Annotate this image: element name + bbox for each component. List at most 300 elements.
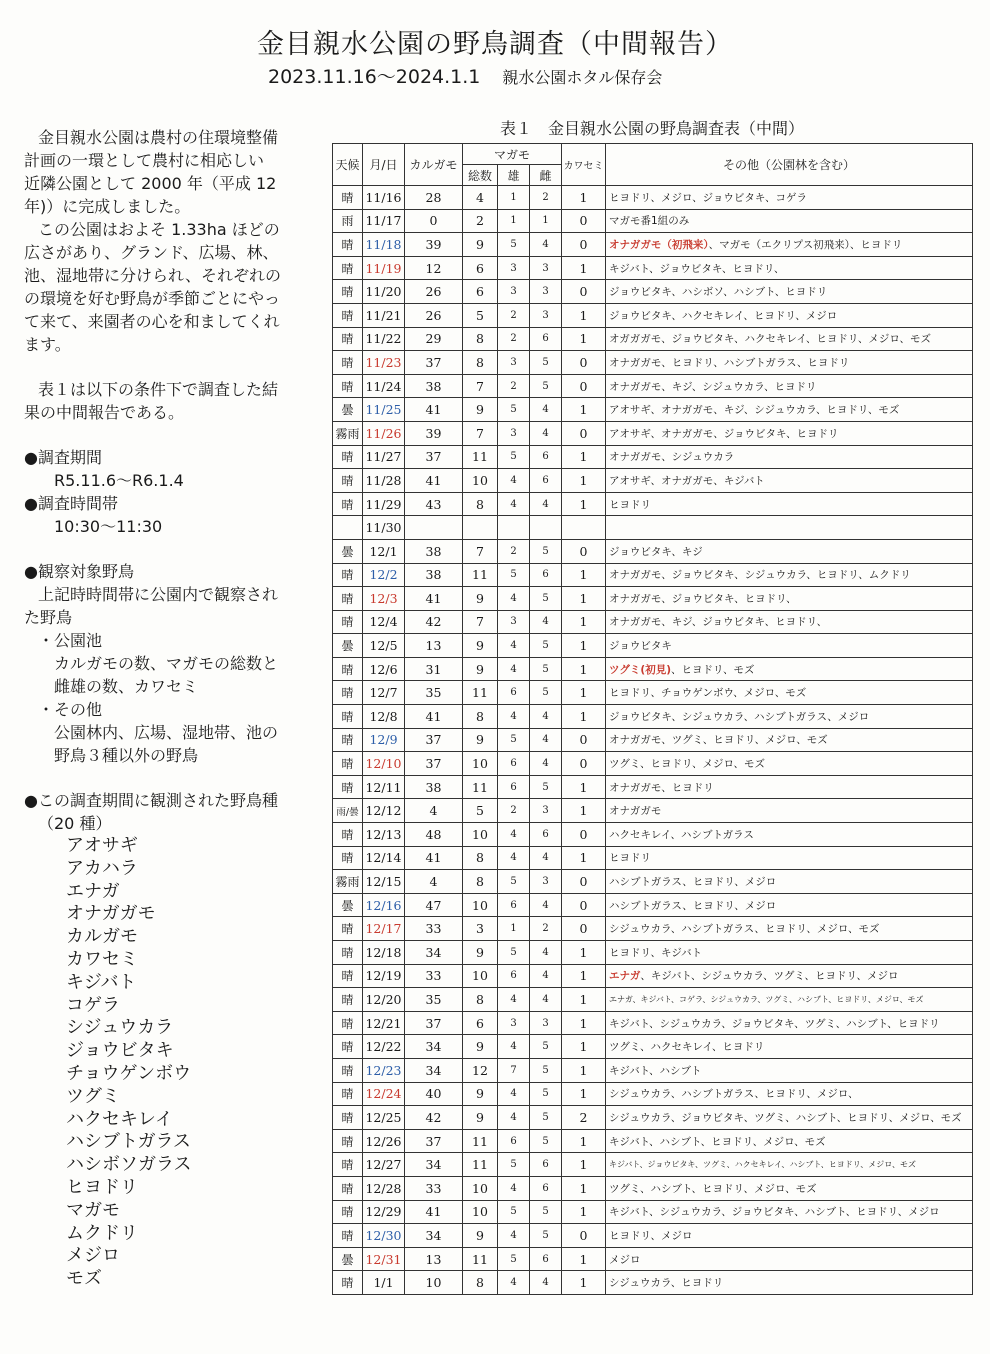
magamo-total-cell: 6: [463, 256, 498, 280]
others-text: オナガガモ、シジュウカラ: [609, 451, 735, 464]
magamo-total-cell: 10: [463, 1176, 498, 1200]
date-cell: 12/2: [363, 563, 405, 587]
first-sighting-highlight: ツグミ(初見): [609, 663, 672, 676]
species-list: [24, 835, 308, 1291]
date-cell: 11/19: [363, 256, 405, 280]
date-cell: 12/11: [363, 775, 405, 799]
intro-line: 計画の一環として農村に相応しい: [24, 151, 265, 170]
others-text: 、マガモ（エクリプス初飛来）、ヒヨドリ: [708, 238, 903, 251]
date-cell: 11/17: [363, 209, 405, 233]
header-kawasemi: カワセミ: [562, 144, 606, 186]
table-row: [333, 1224, 973, 1248]
others-cell: [606, 563, 973, 587]
weather-cell: 曇: [333, 539, 363, 563]
magamo-female-cell: 4: [530, 233, 562, 257]
weather-cell: 晴: [333, 1129, 363, 1153]
intro-line: 広さがあり、グランド、広場、林、: [24, 243, 279, 262]
table-row: [333, 823, 973, 847]
others-text: ジョウビタキ: [609, 640, 672, 653]
weather-cell: 晴: [333, 1035, 363, 1059]
kawasemi-cell: 1: [562, 1247, 606, 1271]
karugamo-cell: 33: [405, 917, 463, 941]
table-row: [333, 492, 973, 516]
magamo-male-cell: 4: [498, 469, 530, 493]
weather-cell: 雨/曇: [333, 799, 363, 823]
target-desc-line: た野鳥: [24, 608, 73, 627]
others-text: マガモ番1組のみ: [609, 215, 690, 228]
species-item: コゲラ: [66, 994, 120, 1016]
species-item: アオサギ: [66, 835, 138, 856]
table-row: [333, 775, 973, 799]
magamo-female-cell: 3: [530, 280, 562, 304]
weather-cell: 晴: [333, 492, 363, 516]
date-cell: 12/28: [363, 1176, 405, 1200]
magamo-total-cell: 8: [463, 846, 498, 870]
kawasemi-cell: 1: [562, 445, 606, 469]
karugamo-cell: 38: [405, 775, 463, 799]
kawasemi-cell: 1: [562, 186, 606, 210]
magamo-total-cell: 8: [463, 705, 498, 729]
others-text: キジバト、ジョウビタキ、ヒヨドリ、: [609, 262, 785, 275]
others-cell: [606, 964, 973, 988]
species-item: カワセミ: [66, 948, 138, 970]
magamo-total-cell: 9: [463, 657, 498, 681]
species-item: カルガモ: [66, 926, 138, 948]
magamo-female-cell: 2: [530, 186, 562, 210]
magamo-male-cell: 4: [498, 988, 530, 1012]
others-text: メジロ: [609, 1253, 641, 1266]
magamo-total-cell: 3: [463, 917, 498, 941]
kawasemi-cell: 1: [562, 303, 606, 327]
table-row: [333, 563, 973, 587]
others-text: ヒヨドリ: [609, 852, 652, 865]
pond-desc-line: カルガモの数、マガモの総数と: [54, 654, 279, 673]
period-value: R5.11.6～R6.1.4: [54, 471, 184, 490]
survey-table: [332, 143, 973, 1295]
table-header-row: [333, 144, 973, 165]
magamo-female-cell: 3: [530, 799, 562, 823]
magamo-total-cell: 8: [463, 1271, 498, 1295]
others-text: ジョウビタキ、ハクセキレイ、ヒヨドリ、メジロ: [609, 309, 838, 322]
magamo-female-cell: 5: [530, 587, 562, 611]
magamo-male-cell: 4: [498, 1224, 530, 1248]
magamo-female-cell: 4: [530, 846, 562, 870]
others-cell: [606, 587, 973, 611]
left-text-column: [24, 126, 308, 1291]
table-row: [333, 445, 973, 469]
kawasemi-cell: 1: [562, 941, 606, 965]
karugamo-cell: 40: [405, 1082, 463, 1106]
kawasemi-cell: 1: [562, 610, 606, 634]
date-cell: 12/13: [363, 823, 405, 847]
magamo-male-cell: 5: [498, 563, 530, 587]
others-text: オナガガモ、キジ、ジョウビタキ、ヒヨドリ、: [609, 616, 828, 629]
species-label: ●この調査期間に観測された野鳥種: [24, 791, 278, 810]
table-row: [333, 327, 973, 351]
date-cell: 12/18: [363, 941, 405, 965]
weather-cell: 晴: [333, 563, 363, 587]
magamo-total-cell: 10: [463, 823, 498, 847]
others-text: オガガガモ、ジョウビタキ、ハクセキレイ、ヒヨドリ、メジロ、モズ: [609, 333, 931, 346]
others-cell: [606, 823, 973, 847]
magamo-total-cell: 11: [463, 681, 498, 705]
date-cell: 12/20: [363, 988, 405, 1012]
intro-line: て来て、来園者の心を和ましてくれ: [24, 312, 280, 331]
kawasemi-cell: 1: [562, 657, 606, 681]
others-text: ツグミ、ハシブト、ヒヨドリ、メジロ、モズ: [609, 1182, 817, 1195]
magamo-female-cell: 6: [530, 823, 562, 847]
weather-cell: [333, 516, 363, 540]
magamo-total-cell: 2: [463, 209, 498, 233]
weather-cell: 曇: [333, 634, 363, 658]
kawasemi-cell: 1: [562, 681, 606, 705]
others-text: ジョウビタキ、シジュウカラ、ハシブトガラス、メジロ: [609, 710, 870, 723]
magamo-total-cell: 10: [463, 1200, 498, 1224]
others-text: アオサギ、オナガガモ、キジ、シジュウカラ、ヒヨドリ、モズ: [609, 404, 900, 417]
others-text: オナガガモ、キジ、シジュウカラ、ヒヨドリ: [609, 380, 817, 393]
others-cell: [606, 634, 973, 658]
others-text: ヒヨドリ、キジバト: [609, 946, 702, 959]
table-row: [333, 1011, 973, 1035]
magamo-total-cell: 9: [463, 728, 498, 752]
date-cell: 12/14: [363, 846, 405, 870]
others-text: オナガガモ、ヒヨドリ: [609, 781, 714, 794]
karugamo-cell: 0: [405, 209, 463, 233]
organization-name: 親水公園ホタル保存会: [502, 68, 663, 87]
date-cell: 11/27: [363, 445, 405, 469]
others-text: キジバト、シジュウカラ、ジョウビタキ、ツグミ、ハシブト、ヒヨドリ: [609, 1017, 940, 1030]
date-cell: 12/22: [363, 1035, 405, 1059]
magamo-male-cell: 5: [498, 1200, 530, 1224]
karugamo-cell: 26: [405, 280, 463, 304]
others-text: ヒヨドリ: [609, 498, 652, 511]
pond-label: ・公園池: [38, 631, 103, 650]
table-row: [333, 681, 973, 705]
others-cell: [606, 1200, 973, 1224]
magamo-female-cell: 5: [530, 681, 562, 705]
karugamo-cell: 4: [405, 870, 463, 894]
others-cell: [606, 1247, 973, 1271]
magamo-female-cell: 4: [530, 893, 562, 917]
magamo-total-cell: 9: [463, 233, 498, 257]
table-row: [333, 752, 973, 776]
date-cell: 12/27: [363, 1153, 405, 1177]
kawasemi-cell: 1: [562, 1058, 606, 1082]
kawasemi-cell: 0: [562, 351, 606, 375]
others-cell: [606, 893, 973, 917]
kawasemi-cell: 0: [562, 233, 606, 257]
table-row: [333, 256, 973, 280]
pond-desc-line: 雌雄の数、カワセミ: [54, 677, 199, 696]
date-cell: 11/29: [363, 492, 405, 516]
time-label: ●調査時間帯: [24, 494, 118, 513]
table-row: [333, 1176, 973, 1200]
magamo-total-cell: 9: [463, 1106, 498, 1130]
others-text: キジバト、ハシブト: [609, 1064, 702, 1077]
others-text: キジバト、ジョウビタキ、ツグミ、ハクセキレイ、ハシブト、ヒヨドリ、メジロ、モズ: [609, 1160, 916, 1170]
magamo-female-cell: 5: [530, 1035, 562, 1059]
others-cell: [606, 752, 973, 776]
header-others: その他（公園林を含む）: [606, 144, 973, 186]
others-text: ハクセキレイ、ハシブトガラス: [609, 828, 754, 841]
others-cell: [606, 374, 973, 398]
kawasemi-cell: 0: [562, 893, 606, 917]
magamo-male-cell: 5: [498, 445, 530, 469]
date-cell: 12/5: [363, 634, 405, 658]
karugamo-cell: 41: [405, 705, 463, 729]
weather-cell: 晴: [333, 705, 363, 729]
others-cell: [606, 1153, 973, 1177]
table-row: [333, 705, 973, 729]
table-row: [333, 988, 973, 1012]
others-text: ジョウビタキ、キジ: [609, 545, 703, 558]
magamo-female-cell: 5: [530, 1200, 562, 1224]
karugamo-cell: 37: [405, 1129, 463, 1153]
others-cell: [606, 870, 973, 894]
karugamo-cell: 33: [405, 1176, 463, 1200]
intro-line: の環境を好む野鳥が季節ごとにやっ: [24, 289, 281, 308]
magamo-male-cell: 6: [498, 964, 530, 988]
others-cell: [606, 1224, 973, 1248]
magamo-male-cell: 3: [498, 1011, 530, 1035]
others-cell: [606, 209, 973, 233]
magamo-male-cell: 4: [498, 846, 530, 870]
magamo-male-cell: 4: [498, 1176, 530, 1200]
kawasemi-cell: 1: [562, 1200, 606, 1224]
others-text: オナガガモ、ヒヨドリ、ハシブトガラス、ヒヨドリ: [609, 356, 850, 369]
others-cell: [606, 988, 973, 1012]
kawasemi-cell: 1: [562, 398, 606, 422]
karugamo-cell: 28: [405, 186, 463, 210]
weather-cell: 晴: [333, 351, 363, 375]
others-cell: [606, 917, 973, 941]
magamo-male-cell: 4: [498, 657, 530, 681]
table-row: [333, 634, 973, 658]
magamo-male-cell: 3: [498, 610, 530, 634]
weather-cell: 霧雨: [333, 421, 363, 445]
others-cell: [606, 681, 973, 705]
table-row: [333, 398, 973, 422]
first-sighting-highlight: オナガガモ（初飛来）: [609, 238, 709, 251]
weather-cell: 晴: [333, 917, 363, 941]
magamo-total-cell: 8: [463, 351, 498, 375]
time-value: 10:30～11:30: [54, 517, 163, 536]
others-text: ツグミ、ヒヨドリ、メジロ、モズ: [609, 758, 766, 771]
magamo-female-cell: 5: [530, 374, 562, 398]
other-label: ・その他: [38, 700, 103, 719]
others-text: アオサギ、オナガガモ、ジョウビタキ、ヒヨドリ: [609, 427, 839, 440]
magamo-male-cell: 6: [498, 1129, 530, 1153]
table-row: [333, 1106, 973, 1130]
table-row: [333, 280, 973, 304]
summary-paragraph: [24, 378, 308, 424]
others-cell: [606, 657, 973, 681]
magamo-female-cell: 4: [530, 705, 562, 729]
date-cell: 12/23: [363, 1058, 405, 1082]
others-cell: [606, 1271, 973, 1295]
others-cell: [606, 421, 973, 445]
karugamo-cell: 41: [405, 587, 463, 611]
species-item: シジュウカラ: [66, 1017, 174, 1039]
weather-cell: 晴: [333, 1271, 363, 1295]
magamo-total-cell: 5: [463, 799, 498, 823]
others-text: ヒヨドリ、メジロ: [609, 1229, 693, 1242]
magamo-female-cell: 4: [530, 398, 562, 422]
date-cell: 12/10: [363, 752, 405, 776]
table-row: [333, 1247, 973, 1271]
magamo-total-cell: 8: [463, 988, 498, 1012]
kawasemi-cell: 0: [562, 917, 606, 941]
intro-line: この公園はおよそ 1.33ha ほどの: [38, 220, 280, 239]
table-body: [333, 186, 973, 1295]
magamo-male-cell: 4: [498, 1106, 530, 1130]
others-text: シジュウカラ、ハシブトガラス、ヒヨドリ、メジロ、モズ: [609, 923, 880, 936]
others-text: オナガガモ: [609, 805, 662, 818]
weather-cell: 晴: [333, 941, 363, 965]
magamo-male-cell: 4: [498, 823, 530, 847]
header-female: 雌: [530, 165, 562, 186]
others-text: 、キジバト、シジュウカラ、ツグミ、ヒヨドリ、メジロ: [640, 970, 899, 983]
weather-cell: 雨: [333, 209, 363, 233]
species-item: マガモ: [66, 1199, 120, 1221]
karugamo-cell: 41: [405, 846, 463, 870]
magamo-female-cell: 5: [530, 539, 562, 563]
magamo-male-cell: 3: [498, 280, 530, 304]
table-row: [333, 846, 973, 870]
date-cell: 11/20: [363, 280, 405, 304]
header-magamo: マガモ: [463, 144, 562, 165]
table-row: [333, 728, 973, 752]
intro-paragraph: [24, 126, 308, 356]
karugamo-cell: 38: [405, 374, 463, 398]
karugamo-cell: 48: [405, 823, 463, 847]
weather-cell: 曇: [333, 893, 363, 917]
karugamo-cell: 38: [405, 539, 463, 563]
date-cell: 11/23: [363, 351, 405, 375]
magamo-total-cell: 7: [463, 421, 498, 445]
date-cell: 12/7: [363, 681, 405, 705]
weather-cell: 晴: [333, 1153, 363, 1177]
table-row: [333, 539, 973, 563]
magamo-female-cell: 5: [530, 1082, 562, 1106]
date-cell: 1/1: [363, 1271, 405, 1295]
others-cell: [606, 351, 973, 375]
kawasemi-cell: 1: [562, 1176, 606, 1200]
magamo-total-cell: 10: [463, 469, 498, 493]
magamo-male-cell: 1: [498, 209, 530, 233]
weather-cell: 晴: [333, 752, 363, 776]
date-cell: 12/26: [363, 1129, 405, 1153]
header-karugamo: カルガモ: [405, 144, 463, 186]
date-cell: 12/25: [363, 1106, 405, 1130]
others-cell: [606, 1106, 973, 1130]
species-item: ハシボソガラス: [66, 1154, 192, 1176]
karugamo-cell: 42: [405, 610, 463, 634]
weather-cell: 晴: [333, 775, 363, 799]
others-cell: [606, 705, 973, 729]
date-cell: 12/4: [363, 610, 405, 634]
table-row: [333, 1200, 973, 1224]
karugamo-cell: 39: [405, 421, 463, 445]
weather-cell: 晴: [333, 728, 363, 752]
others-cell: [606, 846, 973, 870]
magamo-male-cell: 3: [498, 421, 530, 445]
magamo-total-cell: 8: [463, 492, 498, 516]
date-cell: 11/22: [363, 327, 405, 351]
kawasemi-cell: 0: [562, 539, 606, 563]
document-title: 金目親水公園の野鳥調査（中間報告）: [257, 29, 733, 60]
other-desc-line: 野鳥３種以外の野鳥: [54, 746, 199, 765]
species-item: ヒヨドリ: [66, 1176, 138, 1198]
others-cell: [606, 775, 973, 799]
table-row: [333, 421, 973, 445]
weather-cell: 晴: [333, 445, 363, 469]
magamo-total-cell: 10: [463, 893, 498, 917]
kawasemi-cell: 1: [562, 846, 606, 870]
header-date: 月/日: [363, 144, 405, 186]
table-row: [333, 1035, 973, 1059]
intro-line: 近隣公園として 2000 年（平成 12: [24, 174, 277, 193]
karugamo-cell: 47: [405, 893, 463, 917]
species-item: ツグミ: [66, 1085, 120, 1107]
magamo-female-cell: 6: [530, 1247, 562, 1271]
others-cell: [606, 799, 973, 823]
kawasemi-cell: 0: [562, 870, 606, 894]
magamo-male-cell: 2: [498, 303, 530, 327]
date-cell: 12/9: [363, 728, 405, 752]
others-cell: [606, 539, 973, 563]
date-cell: 12/21: [363, 1011, 405, 1035]
others-text: エナガ、キジバト、コゲラ、シジュウカラ、ツグミ、ハシブト、ヒヨドリ、メジロ、モズ: [609, 994, 924, 1004]
summary-line: 表１は以下の条件下で調査した結: [38, 380, 279, 399]
magamo-male-cell: 5: [498, 728, 530, 752]
kawasemi-cell: 1: [562, 775, 606, 799]
magamo-female-cell: 3: [530, 870, 562, 894]
magamo-male-cell: 1: [498, 186, 530, 210]
table-row: [333, 1271, 973, 1295]
magamo-female-cell: 4: [530, 610, 562, 634]
magamo-male-cell: 5: [498, 1153, 530, 1177]
magamo-male-cell: 1: [498, 917, 530, 941]
magamo-total-cell: 9: [463, 1224, 498, 1248]
others-cell: [606, 1058, 973, 1082]
magamo-female-cell: 5: [530, 657, 562, 681]
karugamo-cell: 41: [405, 469, 463, 493]
magamo-female-cell: 3: [530, 1011, 562, 1035]
species-item: オナガガモ: [66, 903, 156, 925]
magamo-female-cell: 1: [530, 209, 562, 233]
karugamo-cell: 35: [405, 988, 463, 1012]
kawasemi-cell: 1: [562, 988, 606, 1012]
kawasemi-cell: 1: [562, 1129, 606, 1153]
magamo-total-cell: 10: [463, 964, 498, 988]
karugamo-cell: 34: [405, 1058, 463, 1082]
magamo-female-cell: 4: [530, 421, 562, 445]
karugamo-cell: 43: [405, 492, 463, 516]
document-subtitle: [268, 62, 662, 89]
date-cell: 12/31: [363, 1247, 405, 1271]
magamo-total-cell: 9: [463, 1035, 498, 1059]
others-text: 、ヒヨドリ、モズ: [671, 663, 755, 676]
others-cell: [606, 1035, 973, 1059]
species-item: メジロ: [66, 1245, 120, 1267]
target-desc-line: 上記時時間帯に公園内で観察され: [38, 585, 279, 604]
weather-cell: 晴: [333, 1058, 363, 1082]
others-cell: [606, 1176, 973, 1200]
kawasemi-cell: 0: [562, 823, 606, 847]
kawasemi-cell: 0: [562, 728, 606, 752]
magamo-male-cell: 5: [498, 941, 530, 965]
